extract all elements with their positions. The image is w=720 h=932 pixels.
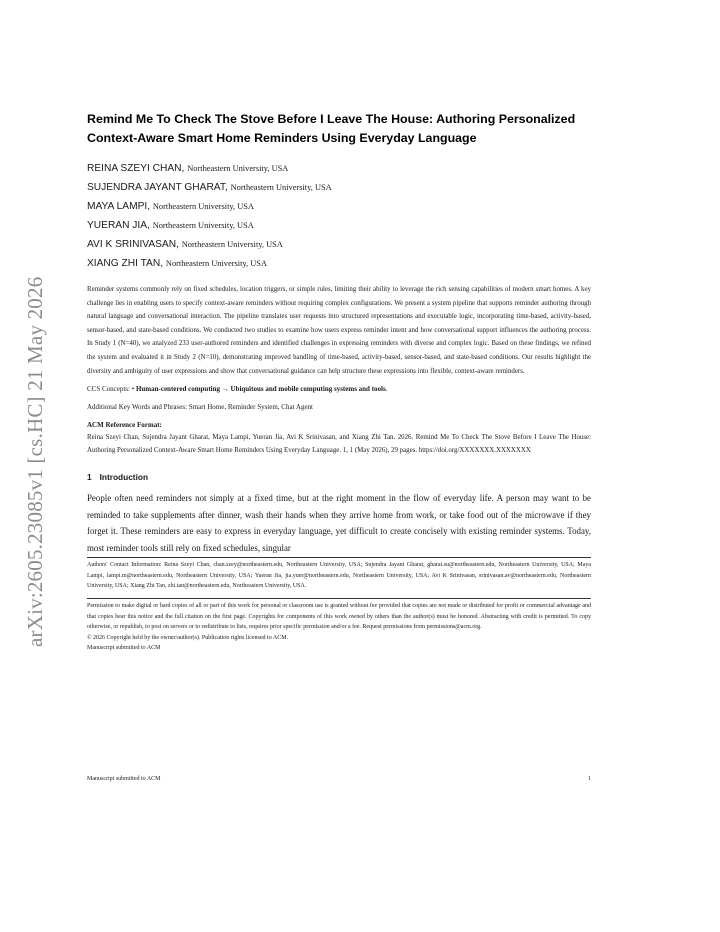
abstract: Reminder systems commonly rely on fixed schedules, location triggers, or simple rules, limiting their ability to leverage the rich sensing capabilities of modern smart homes. A key challenge lies in enabling users to specify context-aware reminders without requiring complex configurations. We present a system pipeline that supports reminder authoring through natural language and conversational interaction. The pipeline translates user requests into structured representations and executable logic, incorporating time-based, activity-based, sensor-based, and state-based conditions. We conducted two studies to examine how users express reminder intent and how conversational support influences the authoring process. In Study 1 (N=40), we analyzed 233 user-authored reminders and identified challenges in expressing reminders with diverse and complex logic. Based on these findings, we refined the system and evaluated it in Study 2 (N=10), demonstrating improved handling of time-based, activity-based, sensor-based, and state-based conditions. Our results highlight the diversity and ambiguity of user expressions and show that conversational guidance can help structure these expressions into flexible, context-aware reminders. [87,286,591,375]
page-footer [87,774,591,784]
keywords: Additional Key Words and Phrases: Smart Home, Reminder System, Chat Agent [87,403,314,412]
section-number: 1 [87,472,92,483]
author-affiliation: Northeastern University, USA [152,221,254,230]
author-list [87,159,591,273]
author-name: XIANG ZHI TAN, [87,258,164,269]
author-affiliation: Northeastern University, USA [165,259,267,268]
acm-reference: Reina Szeyi Chan, Sujendra Jayant Gharat, Maya Lampi, Yueran Jia, Avi K Srinivasan, and Xiang Zhi Tan. 2026. Remind Me To Check The Stove Before I Leave The House: Authoring Personalized Context-Aware Smart Home Reminders Using Everyday Language. 1, 1 (May 2026), 29 pages. https://doi.org/XXXXXXX.XXXXXXX [87,434,591,455]
author-affiliation: Northeastern University, USA [230,183,332,192]
permission-notice: Permission to make digital or hard copies of all or part of this work for personal or classroom use is granted without fee provided that copies are not made or distributed for profit or commercial advantage and that copies bear this notice and the full citation on the first page. Copyrights for components of this work owned by others than the author(s) must be honored. Abstracting with credit is permitted. To copy otherwise, or republish, to post on servers or to redistribute to lists, requires prior specific permission and/or a fee. Request permissions from permissions@acm.org. [87,602,591,631]
introduction-paragraph: People often need reminders not simply at a fixed time, but at the right moment in the flow of everyday life. A person may want to be reminded to take supplements after dinner, wash their hands when they arrive home from work, or take food out of the microwave if they forget it. These reminders are easy to express in everyday language, yet difficult to create concisely with existing reminder systems. Today, most reminder tools still rely on fixed schedules, singular [87,493,591,553]
author-name: AVI K SRINIVASAN, [87,239,179,250]
footnote-divider [87,557,591,558]
author-contact-info: Authors' Contact Information: Reina Szeyi Chan, chan.szey@northeastern.edu, Northeastern University, USA; Sujendra Jayant Gharat, gharat.su@northeastern.edu, Northeastern University, USA; Maya Lampi, lampi.m@northeastern.edu, Northeastern University, USA; Yueran Jia, jia.yuer@northeastern.edu, Northeastern University, USA; Avi K Srinivasan, srinivasan.av@northeastern.edu, Northeastern University, USA; Xiang Zhi Tan, zhi.tan@northeastern.edu, Northeastern University, USA. [87,562,591,590]
author-name: YUERAN JIA, [87,220,150,231]
manuscript-note: Manuscript submitted to ACM [87,645,161,652]
paper-first-page [87,110,591,654]
copyright-notice: © 2026 Copyright held by the owner/author(s). Publication rights licensed to ACM. [87,634,289,641]
author-entry [87,254,591,273]
section-heading [87,470,591,484]
section-title: Introduction [99,472,149,483]
ccs-concepts [87,383,591,395]
arxiv-identifier: arXiv:2605.23085v1 [cs.HC] 21 May 2026 [23,276,47,647]
author-entry [87,178,591,197]
ccs-prefix: CCS Concepts: • [87,385,136,394]
footer-text: Manuscript submitted to ACM [87,776,161,782]
author-name: REINA SZEYI CHAN, [87,163,185,174]
paper-title: Remind Me To Check The Stove Before I Leave The House: Authoring Personalized Context-Aware Smart Home Reminders Using Everyday Language [87,112,576,145]
author-affiliation: Northeastern University, USA [181,240,283,249]
permission-divider [87,598,591,599]
author-entry [87,197,591,216]
author-entry [87,235,591,254]
ccs-suffix: . [385,385,388,394]
author-affiliation: Northeastern University, USA [152,202,254,211]
author-name: MAYA LAMPI, [87,201,151,212]
ccs-concept-text: Human-centered computing → Ubiquitous and mobile computing systems and tools [135,385,386,394]
author-entry [87,216,591,235]
author-name: SUJENDRA JAYANT GHARAT, [87,182,228,193]
author-affiliation: Northeastern University, USA [187,164,289,173]
page-number: 1 [588,776,591,782]
acm-reference-heading: ACM Reference Format: [87,421,162,430]
author-entry [87,159,591,178]
